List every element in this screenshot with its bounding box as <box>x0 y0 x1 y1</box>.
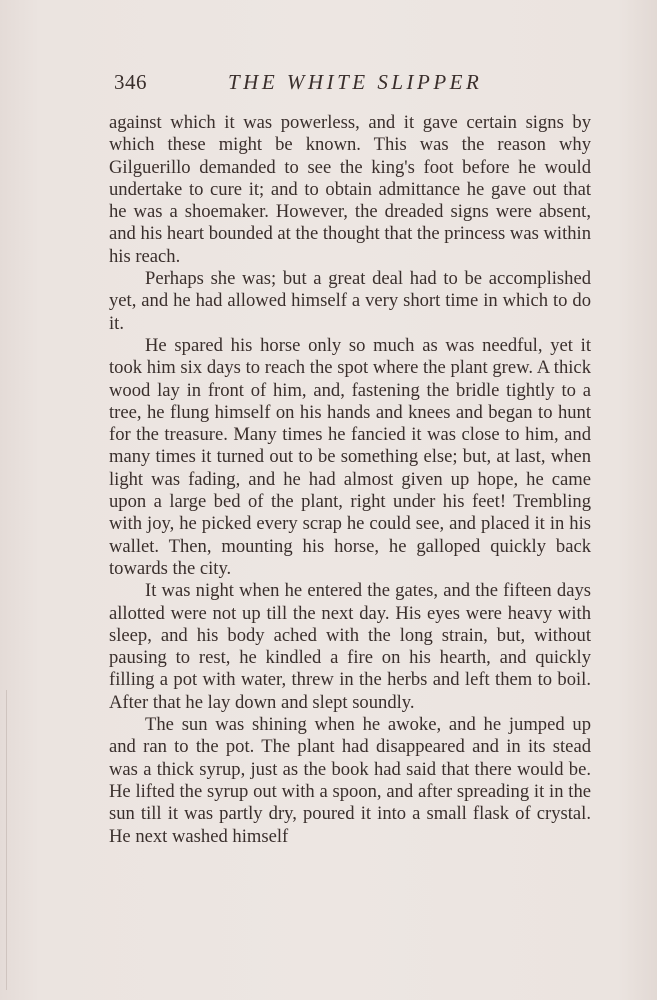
paragraph: He spared his horse only so much as was needful, yet it took him six days to reach the spot where the plant grew. A thick wood lay in front of him, and, fastening the bridle tightly to a tree, he flung himself on his hands and knees and began to hunt for the treasure. Many times he fancied it was close to him, and many times it turned out to be something else; but, at last, when light was fading, and he had almost given up hope, he came upon a large bed of the plant, right under his feet! Trembling with joy, he picked every scrap he could see, and placed it in his wallet. Then, mounting his horse, he galloped quickly back towards the city. <box>109 334 591 579</box>
paragraph: Perhaps she was; but a great deal had to be accomplished yet, and he had allowed himself a very short time in which to do it. <box>109 268 591 334</box>
page-number: 346 <box>114 70 147 94</box>
running-title: THE WHITE SLIPPER <box>228 70 483 94</box>
paragraph: It was night when he entered the gates, and the fifteen days allotted were not up till the next day. His eyes were heavy with sleep, and his body ached with the long strain, but, without pausing to rest, he kindled a fire on his hearth, and quickly filling a pot with water, threw in the herbs and left them to boil. After that he lay down and slept soundly. <box>109 580 591 713</box>
paragraph-continued: against which it was powerless, and it gave certain signs by which these might be known. This was the reason why Gilguerillo demanded to see the king's foot before he would undertake to cure it; and to obtain admittance he gave out that he was a shoemaker. However, the dreaded signs were absent, and his heart bounded at the thought that the princess was within his reach. <box>109 112 591 267</box>
paragraph: The sun was shining when he awoke, and he jumped up and ran to the pot. The plant had disappeared and in its stead was a thick syrup, just as the book had said that there would be. He lifted the syrup out with a spoon, and after spreading it in the sun till it was partly dry, poured it into a small flask of crystal. He next washed himself <box>109 714 591 847</box>
page-edge-shadow <box>6 690 7 990</box>
body-text <box>109 112 591 848</box>
